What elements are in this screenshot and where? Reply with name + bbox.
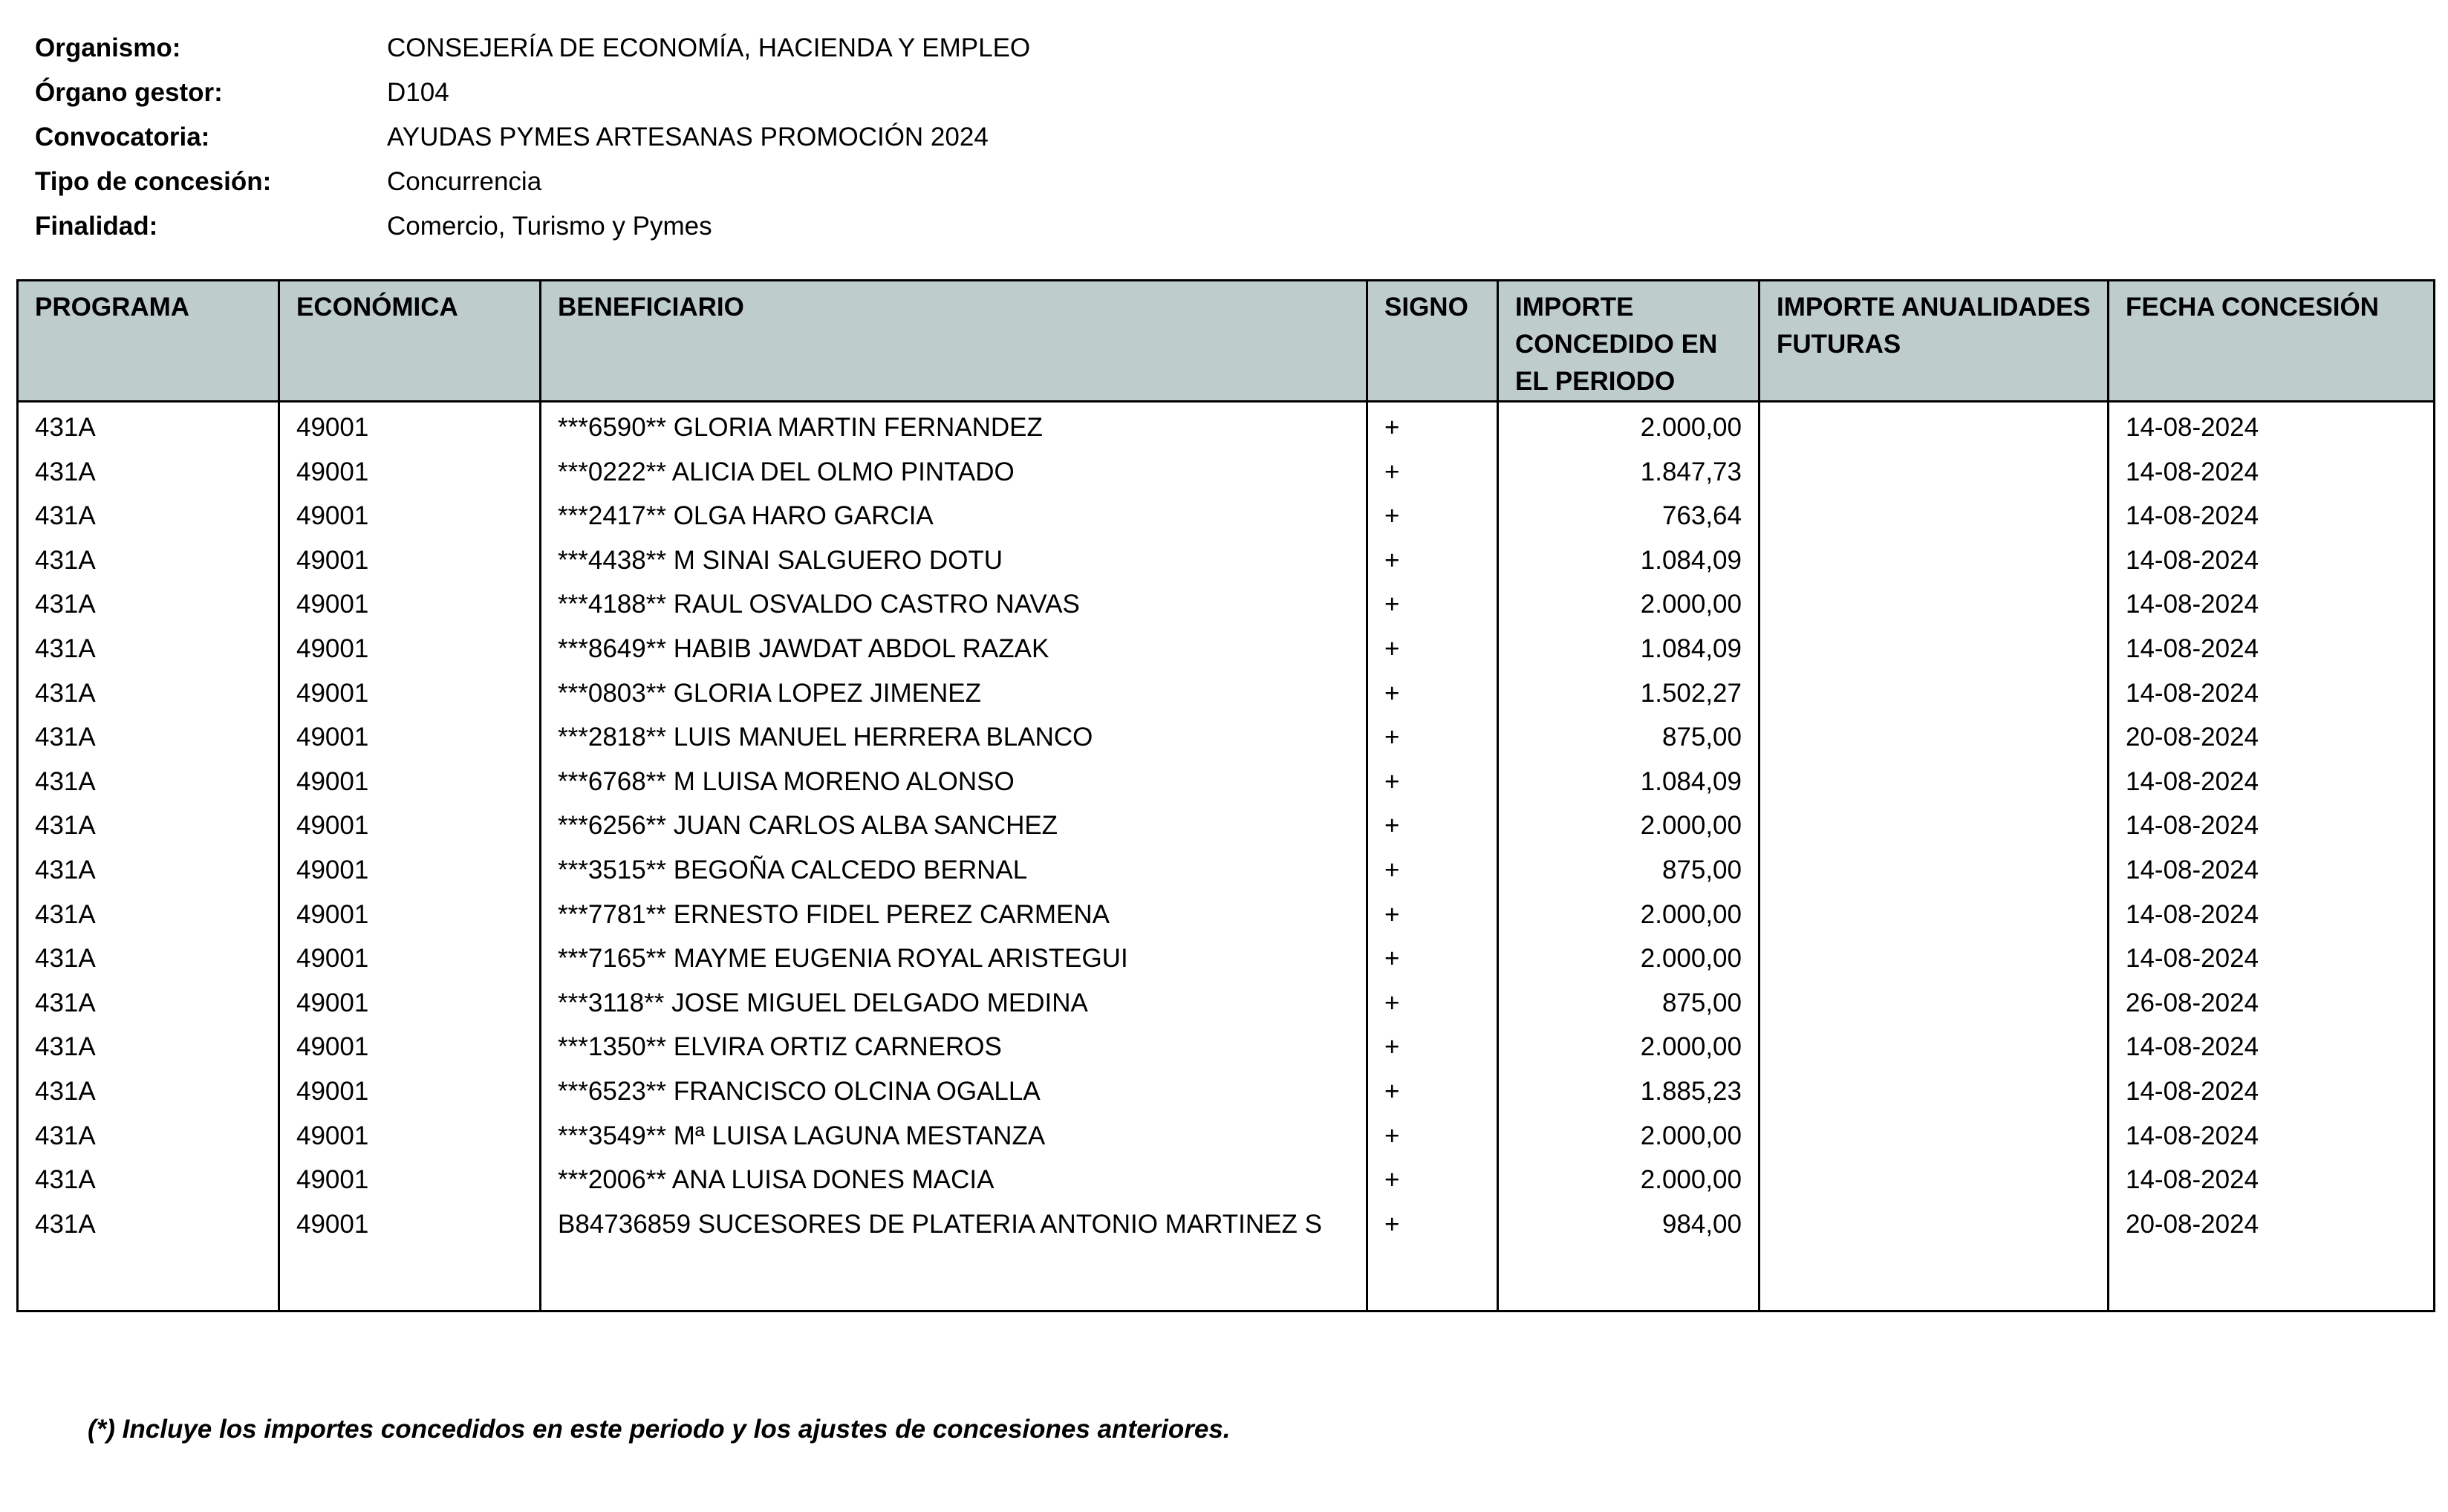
table-row: [18, 538, 2435, 583]
cell-signo: +: [1367, 1025, 1498, 1069]
cell-beneficiario: ***7165** MAYME EUGENIA ROYAL ARISTEGUI: [541, 936, 1367, 981]
cell-fecha: 14-08-2024: [2109, 893, 2435, 937]
cell-importe: 2.000,00: [1498, 893, 1760, 937]
column-header-fecha-concesion: FECHA CONCESIÓN: [2109, 281, 2435, 402]
cell-beneficiario: ***3549** Mª LUISA LAGUNA MESTANZA: [541, 1114, 1367, 1159]
cell-fecha: 20-08-2024: [2109, 1202, 2435, 1311]
cell-importe-futuras: [1760, 936, 2109, 981]
cell-programa: 431A: [18, 627, 279, 671]
cell-importe: 875,00: [1498, 848, 1760, 893]
cell-beneficiario: ***6523** FRANCISCO OLCINA OGALLA: [541, 1069, 1367, 1114]
cell-importe-futuras: [1760, 715, 2109, 760]
cell-fecha: 14-08-2024: [2109, 582, 2435, 627]
column-header-importe-futuras: IMPORTE ANUALIDADES FUTURAS: [1760, 281, 2109, 402]
cell-signo: +: [1367, 893, 1498, 937]
cell-beneficiario: ***3118** JOSE MIGUEL DELGADO MEDINA: [541, 981, 1367, 1026]
cell-signo: +: [1367, 848, 1498, 893]
organo-gestor-label: Órgano gestor:: [35, 78, 223, 107]
cell-importe: 1.502,27: [1498, 671, 1760, 716]
cell-programa: 431A: [18, 1202, 279, 1311]
table-row: [18, 627, 2435, 671]
cell-importe-futuras: [1760, 1158, 2109, 1202]
convocatoria-value: AYUDAS PYMES ARTESANAS PROMOCIÓN 2024: [387, 123, 989, 151]
convocatoria-label: Convocatoria:: [35, 123, 210, 151]
cell-importe: 1.084,09: [1498, 627, 1760, 671]
cell-economica: 49001: [279, 893, 541, 937]
cell-economica: 49001: [279, 936, 541, 981]
cell-fecha: 14-08-2024: [2109, 1069, 2435, 1114]
cell-importe-futuras: [1760, 402, 2109, 450]
table-row: [18, 494, 2435, 538]
organo-gestor-value: D104: [387, 78, 449, 107]
cell-programa: 431A: [18, 981, 279, 1026]
cell-fecha: 14-08-2024: [2109, 402, 2435, 450]
cell-economica: 49001: [279, 494, 541, 538]
table-row: [18, 582, 2435, 627]
table-row: [18, 760, 2435, 804]
cell-importe: 2.000,00: [1498, 936, 1760, 981]
cell-fecha: 14-08-2024: [2109, 760, 2435, 804]
tipo-concesion-value: Concurrencia: [387, 167, 542, 196]
cell-signo: +: [1367, 715, 1498, 760]
cell-importe: 2.000,00: [1498, 402, 1760, 450]
finalidad-label: Finalidad:: [35, 212, 158, 241]
cell-programa: 431A: [18, 893, 279, 937]
table-row: [18, 936, 2435, 981]
table-row: [18, 893, 2435, 937]
cell-fecha: 20-08-2024: [2109, 715, 2435, 760]
cell-importe-futuras: [1760, 538, 2109, 583]
column-header-signo: SIGNO: [1367, 281, 1498, 402]
cell-beneficiario: ***0222** ALICIA DEL OLMO PINTADO: [541, 450, 1367, 495]
cell-importe-futuras: [1760, 848, 2109, 893]
cell-importe: 1.885,23: [1498, 1069, 1760, 1114]
cell-importe: 2.000,00: [1498, 582, 1760, 627]
cell-economica: 49001: [279, 1158, 541, 1202]
table-row: [18, 715, 2435, 760]
cell-importe: 875,00: [1498, 981, 1760, 1026]
column-header-economica: ECONÓMICA: [279, 281, 541, 402]
cell-signo: +: [1367, 450, 1498, 495]
cell-signo: +: [1367, 671, 1498, 716]
cell-beneficiario: ***6590** GLORIA MARTIN FERNANDEZ: [541, 402, 1367, 450]
cell-signo: +: [1367, 1158, 1498, 1202]
cell-economica: 49001: [279, 450, 541, 495]
cell-beneficiario: ***4188** RAUL OSVALDO CASTRO NAVAS: [541, 582, 1367, 627]
cell-programa: 431A: [18, 1025, 279, 1069]
table-row: [18, 1202, 2435, 1311]
cell-importe-futuras: [1760, 627, 2109, 671]
cell-importe-futuras: [1760, 671, 2109, 716]
cell-fecha: 14-08-2024: [2109, 1114, 2435, 1159]
cell-fecha: 14-08-2024: [2109, 804, 2435, 848]
cell-importe: 1.084,09: [1498, 538, 1760, 583]
cell-economica: 49001: [279, 1114, 541, 1159]
cell-beneficiario: ***6768** M LUISA MORENO ALONSO: [541, 760, 1367, 804]
cell-economica: 49001: [279, 582, 541, 627]
column-header-programa: PROGRAMA: [18, 281, 279, 402]
cell-programa: 431A: [18, 760, 279, 804]
cell-economica: 49001: [279, 715, 541, 760]
cell-importe: 2.000,00: [1498, 804, 1760, 848]
cell-economica: 49001: [279, 1202, 541, 1311]
cell-importe-futuras: [1760, 450, 2109, 495]
cell-programa: 431A: [18, 494, 279, 538]
cell-programa: 431A: [18, 671, 279, 716]
cell-programa: 431A: [18, 936, 279, 981]
cell-importe: 984,00: [1498, 1202, 1760, 1311]
cell-signo: +: [1367, 494, 1498, 538]
cell-signo: +: [1367, 804, 1498, 848]
table-row: [18, 1025, 2435, 1069]
table-row: [18, 981, 2435, 1026]
cell-beneficiario: ***7781** ERNESTO FIDEL PEREZ CARMENA: [541, 893, 1367, 937]
cell-programa: 431A: [18, 450, 279, 495]
cell-beneficiario: B84736859 SUCESORES DE PLATERIA ANTONIO MARTINEZ S: [541, 1202, 1367, 1311]
table-row: [18, 671, 2435, 716]
table-row: [18, 804, 2435, 848]
concessions-table: [16, 279, 2435, 1312]
cell-importe: 2.000,00: [1498, 1114, 1760, 1159]
cell-economica: 49001: [279, 760, 541, 804]
cell-beneficiario: ***6256** JUAN CARLOS ALBA SANCHEZ: [541, 804, 1367, 848]
cell-importe-futuras: [1760, 1069, 2109, 1114]
table-row: [18, 1114, 2435, 1159]
cell-fecha: 14-08-2024: [2109, 936, 2435, 981]
cell-importe: 1.847,73: [1498, 450, 1760, 495]
cell-programa: 431A: [18, 804, 279, 848]
cell-signo: +: [1367, 760, 1498, 804]
tipo-concesion-label: Tipo de concesión:: [35, 167, 272, 196]
cell-economica: 49001: [279, 402, 541, 450]
finalidad-value: Comercio, Turismo y Pymes: [387, 212, 712, 241]
column-header-beneficiario: BENEFICIARIO: [541, 281, 1367, 402]
cell-importe-futuras: [1760, 981, 2109, 1026]
cell-beneficiario: ***2417** OLGA HARO GARCIA: [541, 494, 1367, 538]
table-row: [18, 1158, 2435, 1202]
footnote: (*) Incluye los importes concedidos en este periodo y los ajustes de concesiones anteriores.: [88, 1415, 1231, 1444]
cell-signo: +: [1367, 1202, 1498, 1311]
cell-programa: 431A: [18, 582, 279, 627]
cell-fecha: 14-08-2024: [2109, 494, 2435, 538]
cell-importe-futuras: [1760, 1114, 2109, 1159]
cell-economica: 49001: [279, 671, 541, 716]
table-row: [18, 848, 2435, 893]
cell-fecha: 14-08-2024: [2109, 848, 2435, 893]
cell-economica: 49001: [279, 848, 541, 893]
cell-beneficiario: ***3515** BEGOÑA CALCEDO BERNAL: [541, 848, 1367, 893]
cell-economica: 49001: [279, 538, 541, 583]
cell-fecha: 14-08-2024: [2109, 1158, 2435, 1202]
cell-signo: +: [1367, 402, 1498, 450]
cell-programa: 431A: [18, 1158, 279, 1202]
cell-beneficiario: ***2006** ANA LUISA DONES MACIA: [541, 1158, 1367, 1202]
cell-programa: 431A: [18, 402, 279, 450]
cell-economica: 49001: [279, 804, 541, 848]
cell-economica: 49001: [279, 627, 541, 671]
cell-importe-futuras: [1760, 494, 2109, 538]
cell-fecha: 14-08-2024: [2109, 627, 2435, 671]
cell-signo: +: [1367, 582, 1498, 627]
cell-programa: 431A: [18, 848, 279, 893]
cell-signo: +: [1367, 1114, 1498, 1159]
cell-importe: 1.084,09: [1498, 760, 1760, 804]
column-header-importe-concedido: IMPORTE CONCEDIDO EN EL PERIODO: [1498, 281, 1760, 402]
organismo-label: Organismo:: [35, 33, 181, 62]
table-row: [18, 402, 2435, 450]
cell-fecha: 14-08-2024: [2109, 671, 2435, 716]
cell-importe: 2.000,00: [1498, 1158, 1760, 1202]
cell-importe: 2.000,00: [1498, 1025, 1760, 1069]
cell-economica: 49001: [279, 1069, 541, 1114]
cell-signo: +: [1367, 1069, 1498, 1114]
cell-fecha: 26-08-2024: [2109, 981, 2435, 1026]
cell-fecha: 14-08-2024: [2109, 450, 2435, 495]
cell-beneficiario: ***4438** M SINAI SALGUERO DOTU: [541, 538, 1367, 583]
cell-programa: 431A: [18, 538, 279, 583]
table-header-row: [18, 281, 2435, 402]
cell-importe-futuras: [1760, 804, 2109, 848]
cell-programa: 431A: [18, 1069, 279, 1114]
cell-signo: +: [1367, 981, 1498, 1026]
cell-importe: 875,00: [1498, 715, 1760, 760]
cell-beneficiario: ***0803** GLORIA LOPEZ JIMENEZ: [541, 671, 1367, 716]
cell-economica: 49001: [279, 981, 541, 1026]
organismo-value: CONSEJERÍA DE ECONOMÍA, HACIENDA Y EMPLEO: [387, 33, 1031, 62]
cell-importe-futuras: [1760, 760, 2109, 804]
cell-fecha: 14-08-2024: [2109, 538, 2435, 583]
table-row: [18, 450, 2435, 495]
cell-fecha: 14-08-2024: [2109, 1025, 2435, 1069]
cell-importe-futuras: [1760, 1202, 2109, 1311]
cell-importe-futuras: [1760, 893, 2109, 937]
cell-signo: +: [1367, 538, 1498, 583]
cell-signo: +: [1367, 627, 1498, 671]
cell-beneficiario: ***8649** HABIB JAWDAT ABDOL RAZAK: [541, 627, 1367, 671]
cell-importe: 763,64: [1498, 494, 1760, 538]
cell-importe-futuras: [1760, 582, 2109, 627]
cell-economica: 49001: [279, 1025, 541, 1069]
cell-beneficiario: ***2818** LUIS MANUEL HERRERA BLANCO: [541, 715, 1367, 760]
cell-importe-futuras: [1760, 1025, 2109, 1069]
cell-programa: 431A: [18, 1114, 279, 1159]
cell-signo: +: [1367, 936, 1498, 981]
cell-beneficiario: ***1350** ELVIRA ORTIZ CARNEROS: [541, 1025, 1367, 1069]
table-row: [18, 1069, 2435, 1114]
cell-programa: 431A: [18, 715, 279, 760]
